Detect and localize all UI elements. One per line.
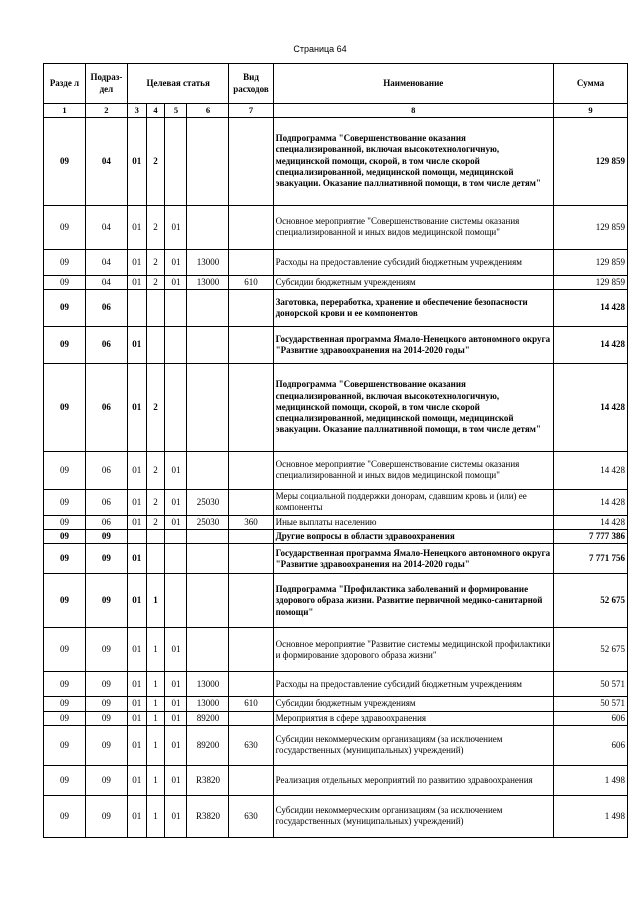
table-row bbox=[44, 530, 628, 544]
cell-razdel: 09 bbox=[44, 515, 86, 529]
cell-podrazdel: 09 bbox=[85, 672, 127, 697]
cell-subprogram: 1 bbox=[146, 711, 165, 725]
cell-naimenovanie: Заготовка, переработка, хранение и обеспечение безопасности донорской крови и ее компонентов bbox=[273, 289, 553, 326]
cell-mainevent: 01 bbox=[165, 765, 187, 795]
cell-mainevent: 01 bbox=[165, 489, 187, 515]
cell-mainevent: 01 bbox=[165, 451, 187, 489]
cell-program: 01 bbox=[127, 249, 146, 275]
cell-podrazdel: 06 bbox=[85, 289, 127, 326]
cell-subprogram: 1 bbox=[146, 672, 165, 697]
table-row bbox=[44, 363, 628, 451]
cell-naimenovanie: Основное мероприятие "Совершенствование системы оказания специализированной и иных видов медицинской помощи" bbox=[273, 205, 553, 249]
cell-summa: 7 771 756 bbox=[553, 544, 627, 574]
col-number: 2 bbox=[85, 104, 127, 118]
cell-summa: 1 498 bbox=[553, 795, 627, 837]
cell-podrazdel: 06 bbox=[85, 363, 127, 451]
cell-direction bbox=[187, 544, 229, 574]
table-row bbox=[44, 765, 628, 795]
header-row bbox=[44, 64, 628, 104]
cell-naimenovanie: Субсидии бюджетным учреждениям bbox=[273, 697, 553, 711]
cell-naimenovanie: Государственная программа Ямало-Ненецкого автономного округа "Развитие здравоохранения на 2014-2020 годы" bbox=[273, 544, 553, 574]
cell-podrazdel: 09 bbox=[85, 530, 127, 544]
cell-naimenovanie: Расходы на предоставление субсидий бюджетным учреждениям bbox=[273, 249, 553, 275]
cell-naimenovanie: Подпрограмма "Совершенствование оказания специализированной, включая высокотехнологичную, медицинской помощи, скорой, в том числе скорой специализированной, медицинской помощи, медицинской эвакуации. Оказание паллиативной помощи, в том числе детям" bbox=[273, 363, 553, 451]
cell-podrazdel: 04 bbox=[85, 249, 127, 275]
cell-mainevent: 01 bbox=[165, 711, 187, 725]
cell-summa: 129 859 bbox=[553, 205, 627, 249]
cell-razdel: 09 bbox=[44, 326, 86, 363]
cell-program: 01 bbox=[127, 451, 146, 489]
header-naimenovanie: Наименование bbox=[273, 64, 553, 104]
cell-program: 01 bbox=[127, 515, 146, 529]
cell-summa: 14 428 bbox=[553, 326, 627, 363]
table-row bbox=[44, 697, 628, 711]
header-podrazdel: Подраз- дел bbox=[85, 64, 127, 104]
cell-subprogram: 2 bbox=[146, 489, 165, 515]
cell-naimenovanie: Другие вопросы в области здравоохранения bbox=[273, 530, 553, 544]
col-number: 4 bbox=[146, 104, 165, 118]
table-row bbox=[44, 326, 628, 363]
cell-vid-raskhodov bbox=[229, 765, 273, 795]
cell-summa: 14 428 bbox=[553, 451, 627, 489]
cell-direction: R3820 bbox=[187, 765, 229, 795]
cell-subprogram bbox=[146, 326, 165, 363]
cell-podrazdel: 09 bbox=[85, 544, 127, 574]
cell-program: 01 bbox=[127, 672, 146, 697]
cell-vid-raskhodov bbox=[229, 363, 273, 451]
cell-vid-raskhodov bbox=[229, 711, 273, 725]
cell-podrazdel: 06 bbox=[85, 489, 127, 515]
budget-table bbox=[43, 63, 628, 838]
cell-direction bbox=[187, 205, 229, 249]
cell-summa: 129 859 bbox=[553, 117, 627, 205]
cell-podrazdel: 09 bbox=[85, 697, 127, 711]
table-row bbox=[44, 795, 628, 837]
table-row bbox=[44, 672, 628, 697]
cell-naimenovanie: Основное мероприятие "Совершенствование системы оказания специализированной и иных видов медицинской помощи" bbox=[273, 451, 553, 489]
cell-program: 01 bbox=[127, 795, 146, 837]
cell-summa: 129 859 bbox=[553, 275, 627, 289]
cell-direction: 13000 bbox=[187, 672, 229, 697]
cell-program: 01 bbox=[127, 697, 146, 711]
col-number: 3 bbox=[127, 104, 146, 118]
cell-direction bbox=[187, 363, 229, 451]
col-number: 8 bbox=[273, 104, 553, 118]
cell-naimenovanie: Основное мероприятие "Развитие системы медицинской профилактики и формирование здорового образа жизни" bbox=[273, 628, 553, 672]
cell-subprogram bbox=[146, 530, 165, 544]
cell-podrazdel: 04 bbox=[85, 275, 127, 289]
table-row bbox=[44, 725, 628, 765]
cell-subprogram: 2 bbox=[146, 363, 165, 451]
cell-vid-raskhodov bbox=[229, 117, 273, 205]
header-summa: Сумма bbox=[553, 64, 627, 104]
cell-vid-raskhodov bbox=[229, 326, 273, 363]
table-row bbox=[44, 515, 628, 529]
cell-direction: 89200 bbox=[187, 711, 229, 725]
col-number: 1 bbox=[44, 104, 86, 118]
cell-razdel: 09 bbox=[44, 205, 86, 249]
cell-subprogram: 1 bbox=[146, 628, 165, 672]
cell-direction: 13000 bbox=[187, 275, 229, 289]
cell-vid-raskhodov bbox=[229, 544, 273, 574]
cell-subprogram: 1 bbox=[146, 765, 165, 795]
cell-razdel: 09 bbox=[44, 765, 86, 795]
cell-vid-raskhodov bbox=[229, 289, 273, 326]
cell-subprogram: 2 bbox=[146, 275, 165, 289]
column-number-row bbox=[44, 104, 628, 118]
cell-summa: 50 571 bbox=[553, 697, 627, 711]
cell-podrazdel: 09 bbox=[85, 795, 127, 837]
cell-mainevent: 01 bbox=[165, 275, 187, 289]
table-row bbox=[44, 205, 628, 249]
cell-vid-raskhodov bbox=[229, 574, 273, 628]
cell-summa: 129 859 bbox=[553, 249, 627, 275]
table-row bbox=[44, 628, 628, 672]
cell-summa: 14 428 bbox=[553, 363, 627, 451]
cell-program: 01 bbox=[127, 628, 146, 672]
cell-program: 01 bbox=[127, 326, 146, 363]
cell-naimenovanie: Меры социальной поддержки донорам, сдавшим кровь и (или) ее компоненты bbox=[273, 489, 553, 515]
cell-direction bbox=[187, 451, 229, 489]
cell-podrazdel: 06 bbox=[85, 515, 127, 529]
cell-summa: 1 498 bbox=[553, 765, 627, 795]
cell-podrazdel: 04 bbox=[85, 117, 127, 205]
page-number-label: Страница 64 bbox=[293, 44, 347, 54]
table-row bbox=[44, 489, 628, 515]
cell-subprogram: 2 bbox=[146, 451, 165, 489]
cell-mainevent bbox=[165, 363, 187, 451]
cell-subprogram: 1 bbox=[146, 795, 165, 837]
cell-razdel: 09 bbox=[44, 697, 86, 711]
table-row bbox=[44, 249, 628, 275]
cell-mainevent bbox=[165, 326, 187, 363]
cell-summa: 14 428 bbox=[553, 489, 627, 515]
cell-razdel: 09 bbox=[44, 795, 86, 837]
cell-razdel: 09 bbox=[44, 725, 86, 765]
cell-program: 01 bbox=[127, 205, 146, 249]
cell-vid-raskhodov bbox=[229, 628, 273, 672]
cell-mainevent: 01 bbox=[165, 205, 187, 249]
cell-razdel: 09 bbox=[44, 711, 86, 725]
table-row bbox=[44, 275, 628, 289]
cell-podrazdel: 09 bbox=[85, 574, 127, 628]
cell-naimenovanie: Субсидии некоммерческим организациям (за исключением государственных (муниципальных) учреждений) bbox=[273, 795, 553, 837]
cell-mainevent: 01 bbox=[165, 725, 187, 765]
cell-razdel: 09 bbox=[44, 574, 86, 628]
table-row bbox=[44, 711, 628, 725]
table-row bbox=[44, 117, 628, 205]
cell-podrazdel: 09 bbox=[85, 628, 127, 672]
cell-summa: 52 675 bbox=[553, 628, 627, 672]
col-number: 5 bbox=[165, 104, 187, 118]
cell-mainevent: 01 bbox=[165, 249, 187, 275]
cell-program: 01 bbox=[127, 544, 146, 574]
cell-subprogram: 2 bbox=[146, 515, 165, 529]
cell-razdel: 09 bbox=[44, 489, 86, 515]
cell-program bbox=[127, 530, 146, 544]
cell-mainevent: 01 bbox=[165, 515, 187, 529]
cell-direction: 25030 bbox=[187, 515, 229, 529]
cell-mainevent: 01 bbox=[165, 672, 187, 697]
cell-vid-raskhodov bbox=[229, 489, 273, 515]
cell-razdel: 09 bbox=[44, 289, 86, 326]
cell-mainevent bbox=[165, 544, 187, 574]
cell-direction: 89200 bbox=[187, 725, 229, 765]
cell-razdel: 09 bbox=[44, 628, 86, 672]
cell-subprogram: 2 bbox=[146, 249, 165, 275]
cell-mainevent bbox=[165, 574, 187, 628]
cell-podrazdel: 09 bbox=[85, 765, 127, 795]
cell-razdel: 09 bbox=[44, 451, 86, 489]
cell-direction: 13000 bbox=[187, 697, 229, 711]
cell-summa: 606 bbox=[553, 711, 627, 725]
cell-naimenovanie: Подпрограмма "Профилактика заболеваний и формирование здорового образа жизни. Развитие первичной медико-санитарной помощи" bbox=[273, 574, 553, 628]
cell-vid-raskhodov bbox=[229, 451, 273, 489]
cell-subprogram bbox=[146, 544, 165, 574]
cell-podrazdel: 06 bbox=[85, 326, 127, 363]
cell-podrazdel: 09 bbox=[85, 725, 127, 765]
cell-direction: 13000 bbox=[187, 249, 229, 275]
cell-mainevent bbox=[165, 289, 187, 326]
cell-razdel: 09 bbox=[44, 530, 86, 544]
cell-vid-raskhodov: 610 bbox=[229, 697, 273, 711]
table-row bbox=[44, 544, 628, 574]
cell-direction bbox=[187, 574, 229, 628]
cell-vid-raskhodov: 630 bbox=[229, 725, 273, 765]
cell-program: 01 bbox=[127, 765, 146, 795]
cell-razdel: 09 bbox=[44, 249, 86, 275]
cell-vid-raskhodov bbox=[229, 672, 273, 697]
cell-subprogram: 1 bbox=[146, 697, 165, 711]
table-body bbox=[44, 117, 628, 837]
cell-subprogram: 1 bbox=[146, 725, 165, 765]
cell-razdel: 09 bbox=[44, 363, 86, 451]
cell-program: 01 bbox=[127, 711, 146, 725]
cell-program: 01 bbox=[127, 275, 146, 289]
cell-summa: 606 bbox=[553, 725, 627, 765]
cell-subprogram: 2 bbox=[146, 205, 165, 249]
cell-razdel: 09 bbox=[44, 117, 86, 205]
cell-vid-raskhodov: 360 bbox=[229, 515, 273, 529]
cell-razdel: 09 bbox=[44, 672, 86, 697]
cell-vid-raskhodov: 630 bbox=[229, 795, 273, 837]
cell-podrazdel: 09 bbox=[85, 711, 127, 725]
cell-naimenovanie: Субсидии бюджетным учреждениям bbox=[273, 275, 553, 289]
col-number: 7 bbox=[229, 104, 273, 118]
cell-naimenovanie: Расходы на предоставление субсидий бюджетным учреждениям bbox=[273, 672, 553, 697]
cell-direction bbox=[187, 289, 229, 326]
cell-naimenovanie: Государственная программа Ямало-Ненецкого автономного округа "Развитие здравоохранения на 2014-2020 годы" bbox=[273, 326, 553, 363]
cell-naimenovanie: Реализация отдельных мероприятий по развитию здравоохранения bbox=[273, 765, 553, 795]
cell-vid-raskhodov bbox=[229, 249, 273, 275]
cell-direction bbox=[187, 530, 229, 544]
cell-mainevent bbox=[165, 117, 187, 205]
cell-naimenovanie: Иные выплаты населению bbox=[273, 515, 553, 529]
cell-summa: 52 675 bbox=[553, 574, 627, 628]
cell-direction: 25030 bbox=[187, 489, 229, 515]
cell-mainevent: 01 bbox=[165, 628, 187, 672]
header-tselevaya-statya: Целевая статья bbox=[127, 64, 229, 104]
cell-summa: 7 777 386 bbox=[553, 530, 627, 544]
cell-direction: R3820 bbox=[187, 795, 229, 837]
cell-program bbox=[127, 289, 146, 326]
cell-podrazdel: 06 bbox=[85, 451, 127, 489]
cell-summa: 14 428 bbox=[553, 515, 627, 529]
cell-mainevent bbox=[165, 530, 187, 544]
cell-direction bbox=[187, 117, 229, 205]
header-vid-raskhodov: Вид расходов bbox=[229, 64, 273, 104]
cell-program: 01 bbox=[127, 574, 146, 628]
cell-summa: 50 571 bbox=[553, 672, 627, 697]
table-row bbox=[44, 451, 628, 489]
cell-razdel: 09 bbox=[44, 544, 86, 574]
cell-program: 01 bbox=[127, 725, 146, 765]
cell-subprogram: 1 bbox=[146, 574, 165, 628]
table-row bbox=[44, 574, 628, 628]
cell-vid-raskhodov bbox=[229, 530, 273, 544]
cell-program: 01 bbox=[127, 363, 146, 451]
cell-mainevent: 01 bbox=[165, 795, 187, 837]
cell-direction bbox=[187, 628, 229, 672]
cell-program: 01 bbox=[127, 117, 146, 205]
cell-mainevent: 01 bbox=[165, 697, 187, 711]
cell-razdel: 09 bbox=[44, 275, 86, 289]
cell-vid-raskhodov: 610 bbox=[229, 275, 273, 289]
cell-naimenovanie: Подпрограмма "Совершенствование оказания специализированной, включая высокотехнологичную, медицинской помощи, скорой, в том числе скорой специализированной, медицинской помощи, медицинской эвакуации. Оказание паллиативной помощи, в том числе детям" bbox=[273, 117, 553, 205]
table-row bbox=[44, 289, 628, 326]
cell-podrazdel: 04 bbox=[85, 205, 127, 249]
cell-subprogram bbox=[146, 289, 165, 326]
header-razdel: Разде л bbox=[44, 64, 86, 104]
cell-summa: 14 428 bbox=[553, 289, 627, 326]
cell-naimenovanie: Субсидии некоммерческим организациям (за исключением государственных (муниципальных) учреждений) bbox=[273, 725, 553, 765]
cell-vid-raskhodov bbox=[229, 205, 273, 249]
col-number: 6 bbox=[187, 104, 229, 118]
cell-naimenovanie: Мероприятия в сфере здравоохранения bbox=[273, 711, 553, 725]
cell-program: 01 bbox=[127, 489, 146, 515]
cell-direction bbox=[187, 326, 229, 363]
cell-subprogram: 2 bbox=[146, 117, 165, 205]
col-number: 9 bbox=[553, 104, 627, 118]
